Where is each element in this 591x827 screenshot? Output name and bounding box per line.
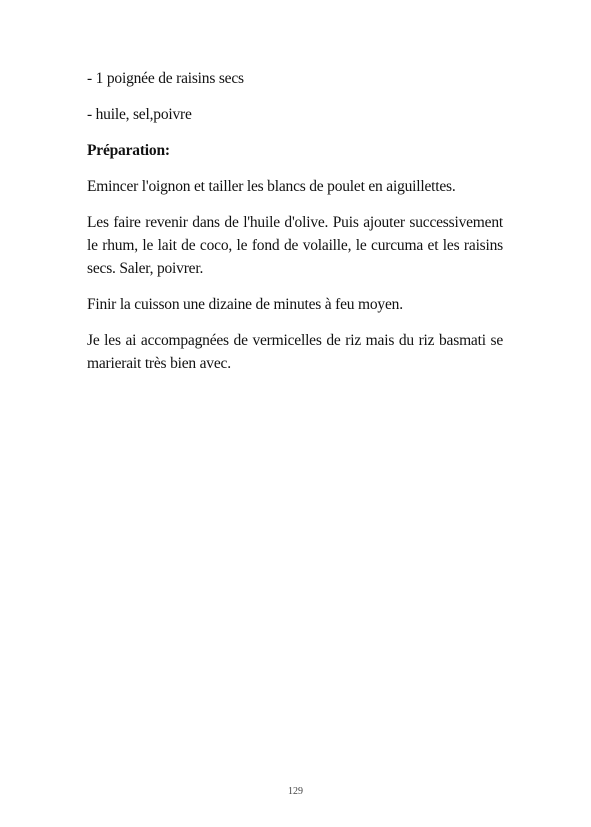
paragraph: Je les ai accompagnées de vermicelles de riz mais du riz basmati se marierait très bien avec. — [87, 332, 503, 372]
paragraph: Finir la cuisson une dizaine de minutes à feu moyen. — [87, 296, 403, 313]
page-content — [87, 67, 503, 388]
ingredient-line: - huile, sel,poivre — [87, 106, 192, 123]
section-heading: Préparation: — [87, 142, 170, 159]
paragraph: Emincer l'oignon et tailler les blancs de poulet en aiguillettes. — [87, 178, 456, 195]
page-number: 129 — [288, 786, 303, 797]
paragraph: Les faire revenir dans de l'huile d'olive. Puis ajouter successivement le rhum, le lait de coco, le fond de volaille, le curcuma et les raisins secs. Saler, poivrer. — [87, 214, 503, 277]
ingredient-line: - 1 poignée de raisins secs — [87, 70, 244, 87]
